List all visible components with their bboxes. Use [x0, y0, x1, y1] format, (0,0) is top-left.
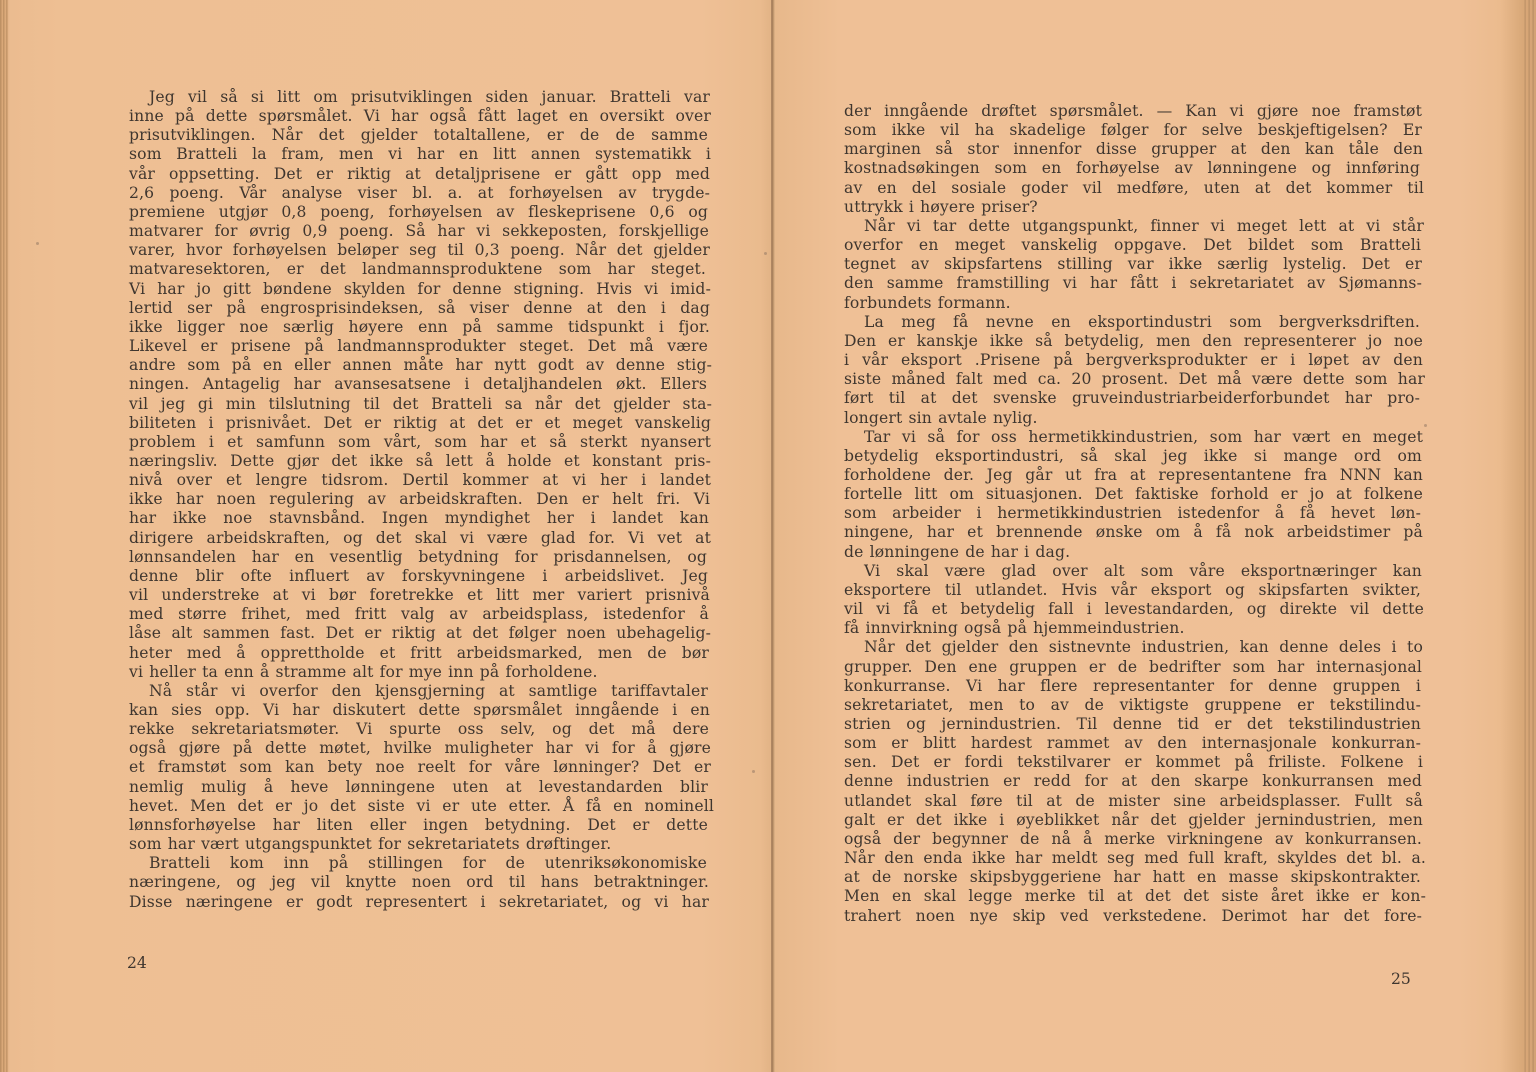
text-line: Når det gjelder den sistnevnte industrien, kan denne deles i to [864, 638, 1423, 657]
text-line: 2,6 poeng. Vår analyse viser bl. a. at forhøyelsen av trygde- [129, 183, 710, 202]
text-line: konkurranse. Vi har flere representanter for denne gruppen i [844, 676, 1421, 695]
text-line: vil understreke at vi bør foretrekke et litt mer variert prisnivå [129, 586, 710, 605]
text-line: Tar vi så for oss hermetikkindustrien, som har vært en meget [864, 427, 1423, 446]
paper-speck [764, 252, 767, 255]
paper-speck [1424, 424, 1427, 427]
text-line: premiene utgjør 0,8 poeng, forhøyelsen av fleskeprisene 0,6 og [129, 202, 708, 221]
text-line: også der begynner de nå å merke virkningene av konkurransen. [844, 829, 1422, 848]
text-line: kan sies opp. Vi har diskutert dette spørsmålet inngående i en [129, 701, 710, 719]
text-line: dirigere arbeidskraften, og det skal vi være glad for. Vi vet at [129, 528, 711, 547]
text-line: utlandet skal føre til at de mister sine arbeidsplasser. Fullt så [844, 791, 1423, 810]
text-line: som er blitt hardest rammet av den internasjonale konkurran- [844, 734, 1421, 753]
text-line: låse alt sammen fast. Det er riktig at det følger noen ubehagelig- [129, 624, 711, 643]
text-line: Likevel er prisene på landmannsprodukter steget. Det må være [129, 337, 708, 356]
text-line: også gjøre på dette møtet, hvilke muligheter har vi for å gjøre [129, 739, 711, 758]
text-line: trahert noen nye skip ved verkstedene. Derimot har det fore- [844, 906, 1422, 925]
right-page-number: 25 [1391, 970, 1411, 988]
text-line: prisutviklingen. Når det gjelder totaltallene, er de de samme [129, 126, 708, 145]
text-line: vil jeg gi min tilslutning til det Bratteli sa når det gjelder sta- [129, 394, 712, 413]
text-line: denne industrien er redd for at den skarpe konkurransen med [844, 772, 1422, 791]
text-line: lertid ser på engrosprisindeksen, så viser denne at den i dag [129, 298, 710, 317]
text-line: vi heller ta enn å stramme alt for mye inn på forholdene. [129, 662, 598, 681]
text-line: i vår eksport .Prisene på bergverksprodukter er i løpet av den [844, 351, 1423, 370]
text-line: vil vi få et betydelig fall i levestandarden, og direkte vil dette [844, 600, 1424, 619]
paper-speck [752, 770, 755, 773]
text-line: hevet. Men det er jo det siste vi er ute etter. Å få en nominell [129, 796, 714, 815]
text-line: inne på dette spørsmålet. Vi har også fått laget en oversikt over [129, 107, 711, 126]
text-line: forbundets formann. [844, 293, 1011, 312]
text-line: Når den enda ikke har meldt seg med full kraft, skyldes det bl. a. [844, 849, 1426, 868]
text-line: biliteten i prisnivået. Det er riktig at det er et meget vanskelig [129, 413, 711, 432]
text-line: som ikke vil ha skadelige følger for selve beskjeftigelsen? Er [844, 121, 1422, 140]
text-line: av en del sosiale goder vil medføre, uten at det kommer til [844, 178, 1424, 197]
text-line: Disse næringene er godt representert i sekretariatet, og vi har [129, 892, 709, 911]
left-page-number: 24 [127, 954, 147, 972]
text-line: forholdene der. Jeg går ut fra at representantene fra NNN kan [844, 465, 1423, 484]
left-page-body-text [129, 88, 714, 912]
text-line: tegnet av skipsfartens stilling var ikke særlig lystelig. Det er [844, 255, 1422, 274]
text-line: som har vært utgangspunktet for sekretariatets drøftinger. [129, 835, 612, 854]
text-line: siste måned falt med ca. 20 prosent. Det må være dette som har [844, 370, 1425, 389]
text-line: strien og jernindustrien. Til denne tid er det tekstilindustrien [844, 715, 1421, 733]
text-line: matvarer for øvrig 0,9 poeng. Så har vi sekkeposten, forskjellige [129, 222, 709, 241]
text-line: ført til at det svenske gruveindustriarbeiderforbundet har pro- [844, 389, 1420, 408]
text-line: de lønningene de har i dag. [844, 542, 1071, 561]
text-line: matvaresektoren, er det landmannsproduktene som har steget. [129, 260, 706, 279]
text-line: ningene, har et brennende ønske om å få nok arbeidstimer på [844, 523, 1423, 542]
right-page [773, 0, 1536, 1072]
text-line: få innvirkning også på hjemmeindustrien. [844, 619, 1185, 638]
text-line: som arbeider i hermetikkindustrien istedenfor å få hevet løn- [844, 504, 1421, 523]
text-line: betydelig eksportindustri, så skal jeg ikke si mange ord om [844, 446, 1422, 465]
text-line: som Bratteli la fram, men vi har en litt annen systematikk i [129, 145, 711, 164]
right-page-body-text [844, 102, 1426, 926]
text-line: sen. Det er fordi tekstilvarer er kommet på friliste. Folkene i [844, 753, 1423, 772]
text-line: problem i et samfunn som vårt, som har et så sterkt nyansert [129, 432, 711, 451]
text-line: andre som på en eller annen måte har nytt godt av denne stig- [129, 356, 712, 375]
text-line: Jeg vil så si litt om prisutviklingen siden januar. Bratteli var [149, 88, 710, 106]
text-line: lønnsforhøyelse har liten eller ingen betydning. Det er dette [129, 815, 708, 834]
text-line: Vi har jo gitt bøndene skylden for denne stigning. Hvis vi imid- [129, 279, 711, 298]
text-line: lønnsandelen har en vesentlig betydning for prisdannelsen, og [129, 547, 707, 566]
text-line: kostnadsøkingen som en forhøyelse av lønningene og innføring [844, 159, 1420, 178]
text-line: har ikke noe stavnsbånd. Ingen myndighet her i landet kan [129, 509, 709, 528]
text-line: marginen så stor innenfor disse grupper at den kan tåle den [844, 140, 1423, 159]
text-line: overfor en meget vanskelig oppgave. Det bildet som Bratteli [844, 236, 1421, 255]
text-line: denne blir ofte influert av forskyvningene i arbeidslivet. Jeg [129, 566, 708, 585]
text-line: varer, hvor forhøyelsen beløper seg til 0,3 poeng. Når det gjelder [129, 241, 710, 260]
text-line: heter med å opprettholde et fritt arbeidsmarked, men de bør [129, 643, 709, 662]
text-line: eksportere til utlandet. Hvis vår eksport og skipsfarten svikter, [844, 580, 1421, 599]
text-line: Bratteli kom inn på stillingen for de utenriksøkonomiske [149, 854, 707, 873]
text-line: grupper. Den ene gruppen er de bedrifter som har internasjonal [844, 657, 1422, 676]
text-line: at de norske skipsbyggeriene har hatt en masse skipskontrakter. [844, 868, 1421, 887]
text-line: fortelle litt om situasjonen. Det faktiske forhold er jo at folkene [844, 485, 1423, 504]
text-line: Når vi tar dette utgangspunkt, finner vi meget lett at vi står [864, 216, 1424, 235]
text-line: rekke sekretariatsmøter. Vi spurte oss selv, og det må dere [129, 720, 709, 739]
text-line: næringsliv. Dette gjør det ikke så lett å holde et konstant pris- [129, 451, 711, 470]
text-line: den samme framstilling vi har fått i sekretariatet av Sjømanns- [844, 274, 1422, 293]
text-line: ikke har noen regulering av arbeidskraften. Den er helt fri. Vi [129, 490, 710, 509]
text-line: vår oppsetting. Det er riktig at detaljprisene er gått opp med [129, 164, 710, 183]
text-line: Nå står vi overfor den kjensgjerning at samtlige tariffavtaler [149, 681, 708, 700]
text-line: næringene, og jeg vil knytte noen ord til hans betraktninger. [129, 873, 709, 892]
text-line: Men en skal legge merke til at det det siste året ikke er kon- [844, 887, 1426, 906]
text-line: galt er det ikke i øyeblikket når det gjelder jernindustrien, men [844, 810, 1423, 829]
text-line: ikke ligger noe særlig høyere enn på samme tidspunkt i fjor. [129, 317, 710, 336]
paper-speck [36, 242, 39, 245]
text-line: nivå over et lengre tidsrom. Dertil kommer at vi her i landet [129, 471, 711, 490]
text-line: ningen. Antagelig har avansesatsene i detaljhandelen økt. Ellers [129, 375, 707, 394]
text-line: med større frihet, med fritt valg av arbeidsplass, istedenfor å [129, 605, 709, 624]
text-line: sekretariatet, men to av de viktigste gruppene er tekstilindu- [844, 695, 1421, 714]
text-line: et framstøt som kan bety noe reelt for våre lønninger? Det er [129, 758, 711, 777]
text-line: Vi skal være glad over alt som våre eksportnæringer kan [864, 561, 1422, 580]
text-line: uttrykk i høyere priser? [844, 197, 1038, 216]
text-line: nemlig mulig å heve lønningene uten at levestandarden blir [129, 777, 708, 796]
text-line: longert sin avtale nylig. [844, 408, 1038, 427]
text-line: Den er kanskje ikke så betydelig, men den representerer jo noe [844, 331, 1423, 350]
text-line: der inngående drøftet spørsmålet. — Kan vi gjøre noe framstøt [844, 102, 1422, 120]
text-line: La meg få nevne en eksportindustri som bergverksdriften. [864, 312, 1420, 331]
